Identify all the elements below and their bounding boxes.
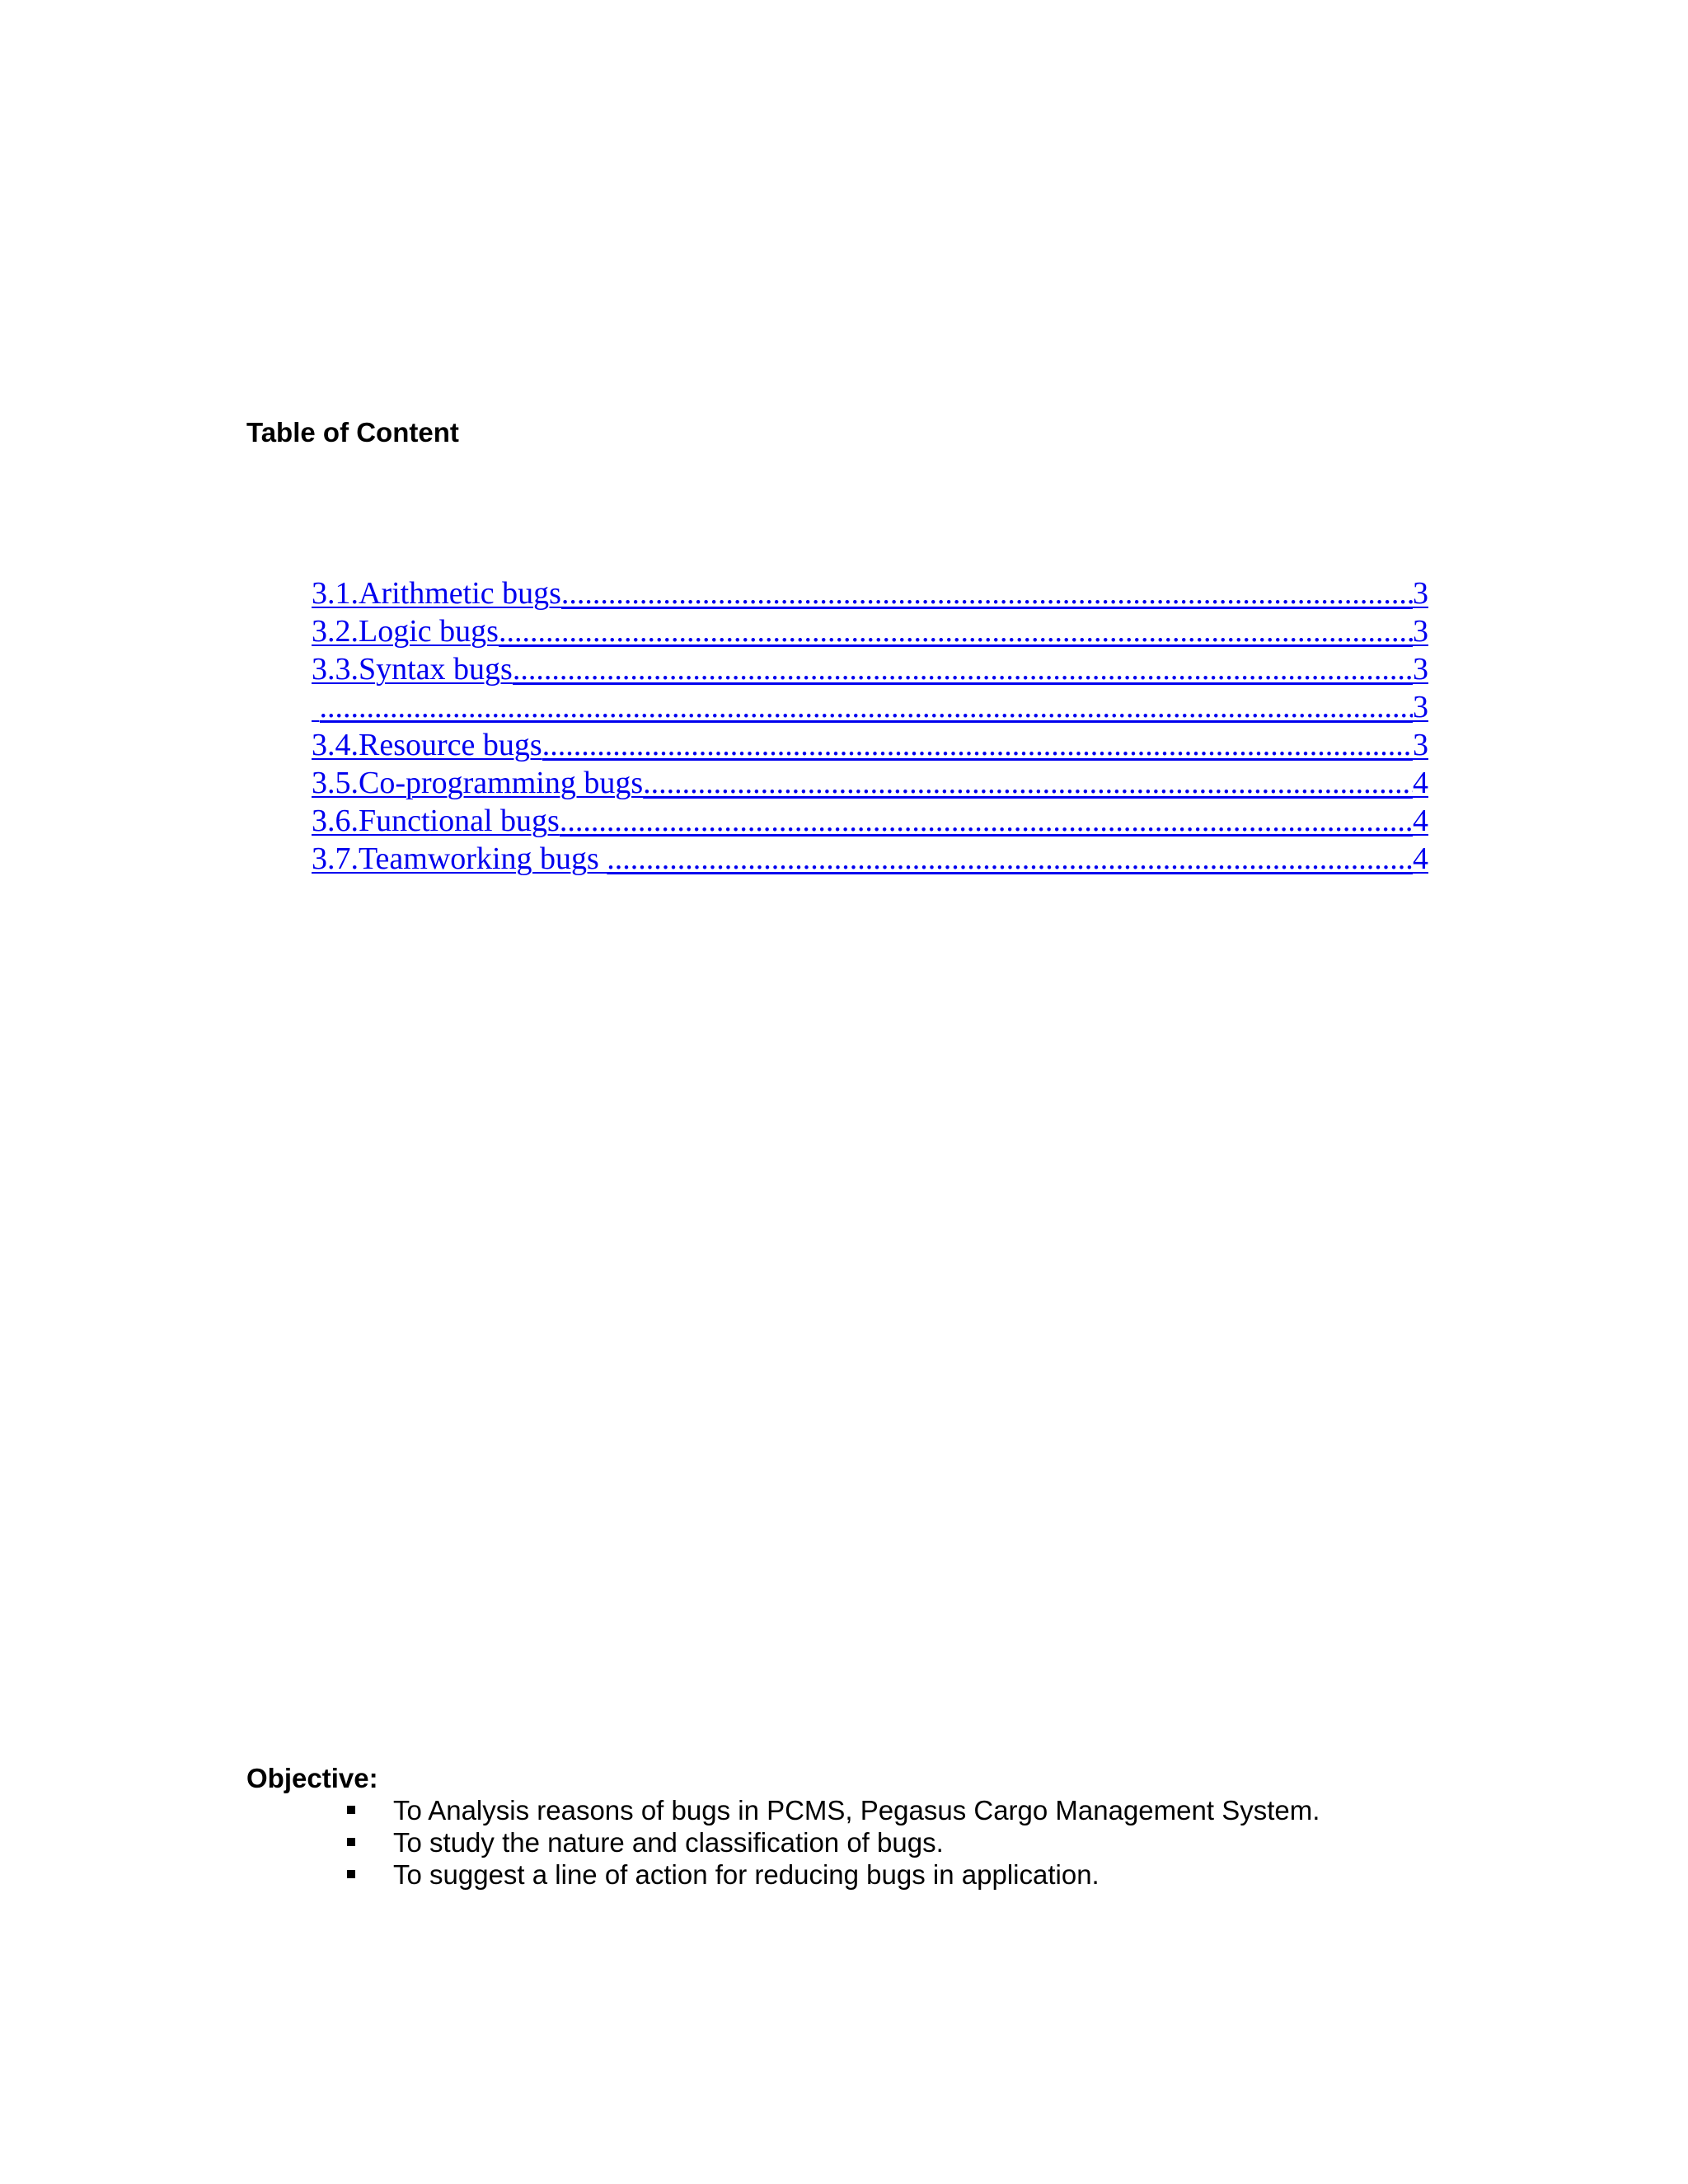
toc-entry-arithmetic-bugs[interactable]: [312, 574, 1428, 612]
toc-entry-logic-bugs[interactable]: [312, 612, 1428, 650]
square-bullet-icon: [347, 1870, 355, 1878]
toc-entry-page: 4: [1413, 766, 1428, 800]
objective-list: [246, 1794, 1483, 1891]
toc-entry-title: 3.1.Arithmetic bugs: [312, 576, 561, 611]
objective-item: [246, 1858, 1483, 1891]
toc-dot-leader: [499, 612, 1413, 650]
objective-item-text: To suggest a line of action for reducing bugs in application.: [393, 1859, 1100, 1890]
objective-heading: Objective:: [246, 1763, 378, 1793]
toc-entry-functional-bugs[interactable]: [312, 802, 1428, 840]
toc-entry-teamworking-bugs[interactable]: [312, 840, 1428, 878]
objective-item-text: To Analysis reasons of bugs in PCMS, Pegasus Cargo Management System.: [393, 1795, 1320, 1825]
toc-dot-leader: [513, 650, 1413, 688]
toc-entry-page: 3: [1413, 614, 1428, 649]
toc-entry-page: 3: [1413, 576, 1428, 611]
toc-entry-page: 3: [1413, 652, 1428, 687]
toc-entry-title: 3.7.Teamworking bugs: [312, 841, 607, 876]
toc-entry-untitled[interactable]: [312, 688, 1428, 726]
toc-dot-leader: [542, 726, 1413, 764]
toc-entry-page: 3: [1413, 728, 1428, 762]
toc-entry-title: 3.5.Co-programming bugs: [312, 766, 644, 800]
toc-entry-page: 4: [1413, 841, 1428, 876]
toc-entry-co-programming-bugs[interactable]: [312, 764, 1428, 802]
toc-dot-leader: [320, 688, 1414, 726]
square-bullet-icon: [347, 1806, 355, 1814]
toc-entry-resource-bugs[interactable]: [312, 726, 1428, 764]
toc-dot-leader: [560, 802, 1413, 840]
toc-entry-title: 3.6.Functional bugs: [312, 804, 560, 838]
objective-item: [246, 1794, 1483, 1826]
square-bullet-icon: [347, 1838, 355, 1846]
toc-entry-title: 3.4.Resource bugs: [312, 728, 542, 762]
toc-dot-leader: [561, 574, 1413, 612]
toc-entry-syntax-bugs[interactable]: [312, 650, 1428, 688]
toc-heading: Table of Content: [246, 417, 459, 448]
toc-entry-title: 3.2.Logic bugs: [312, 614, 499, 649]
toc-entry-title: [312, 688, 320, 726]
objective-item-text: To study the nature and classification of bugs.: [393, 1827, 944, 1858]
toc-entry-page: 3: [1413, 690, 1428, 724]
toc-entry-page: 4: [1413, 804, 1428, 838]
toc-dot-leader: [643, 764, 1413, 802]
toc-entry-title: 3.3.Syntax bugs: [312, 652, 513, 687]
toc-dot-leader: [607, 840, 1413, 878]
objective-item: [246, 1826, 1483, 1858]
toc-list: [312, 574, 1428, 878]
